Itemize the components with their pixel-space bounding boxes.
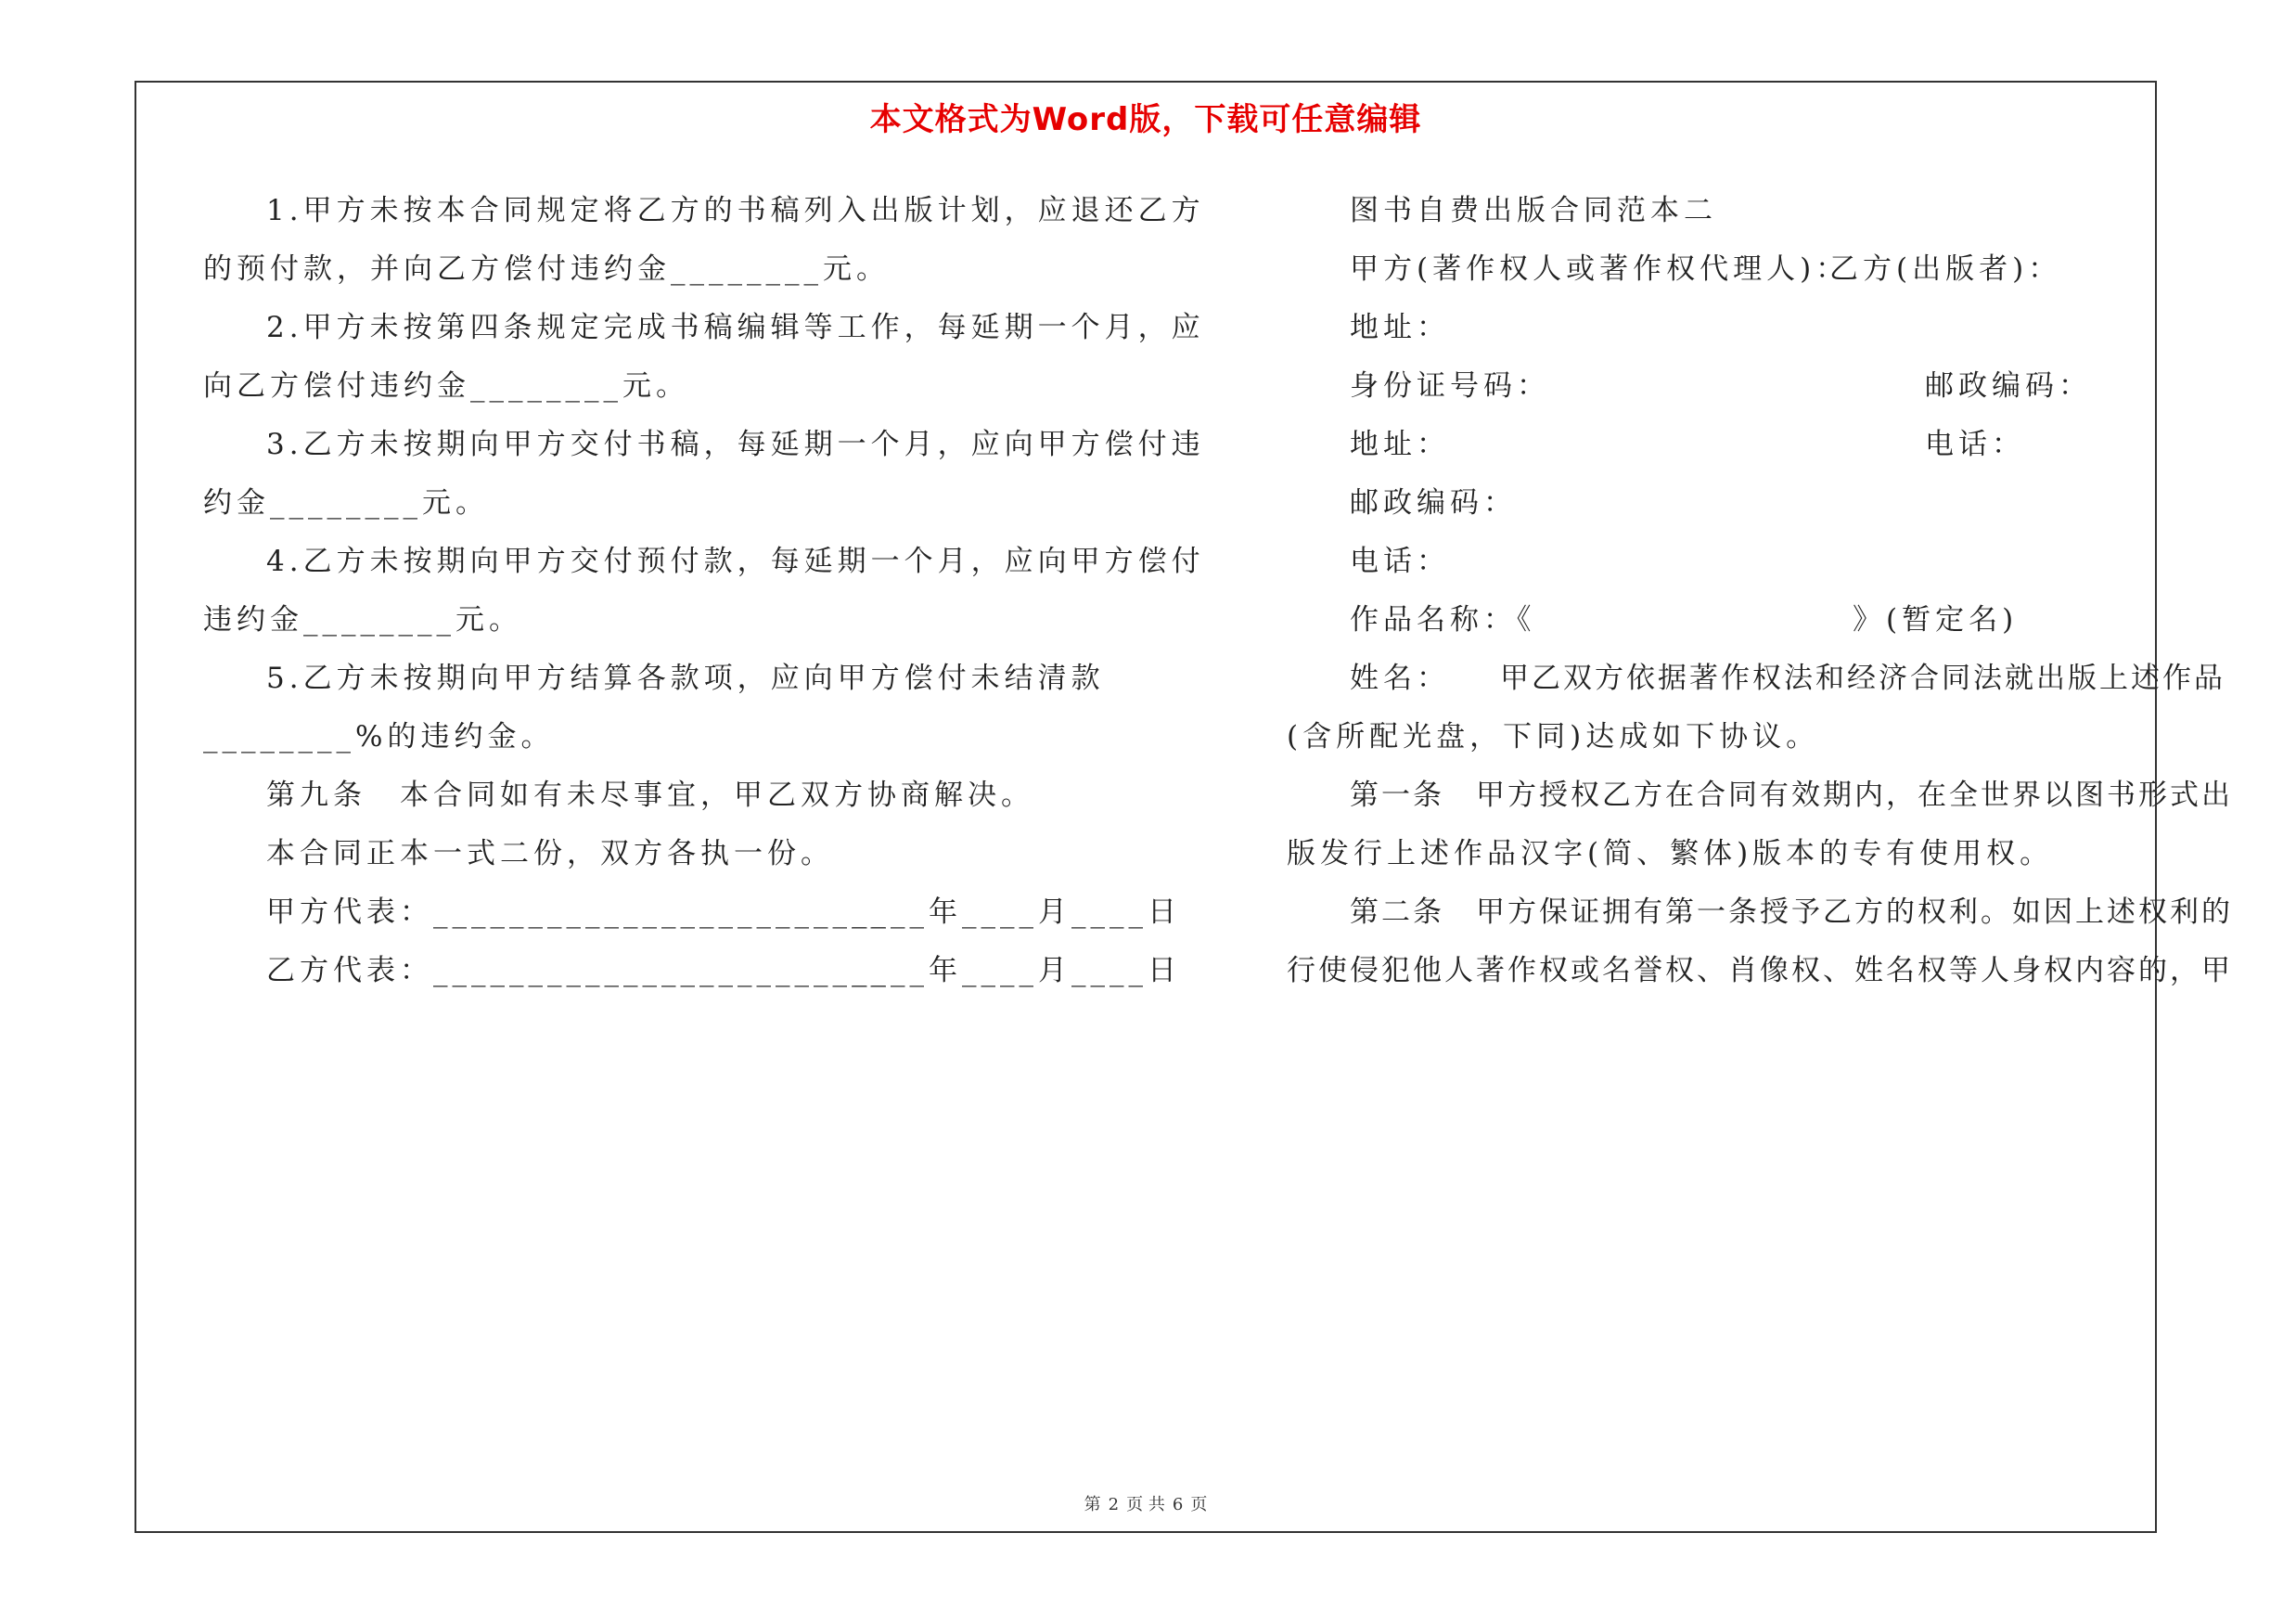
postal-code-label: 邮政编码： xyxy=(1925,369,2092,403)
paragraph-line: 约金________元。 xyxy=(203,486,489,520)
contract-title: 图书自费出版合同范本二 xyxy=(1350,194,1717,227)
page-number-suffix: 页 xyxy=(1190,1495,1208,1514)
party-b-signature: 乙方代表：________________________ xyxy=(266,954,890,987)
paragraph-line: 1.甲方未按本合同规定将乙方的书稿列入出版计划，应退还乙方 xyxy=(266,194,1205,227)
current-page: 2 xyxy=(1108,1495,1120,1514)
name-label: 姓名： xyxy=(1350,662,1450,695)
paragraph-line: ________%的违约金。 xyxy=(203,720,555,754)
paragraph-line: 2.甲方未按第四条规定完成书稿编辑等工作，每延期一个月，应 xyxy=(266,311,1205,344)
article-two: 第二条 甲方保证拥有第一条授予乙方的权利。如因上述权利的 xyxy=(1350,895,2233,929)
party-a-signature: 甲方代表：________________________ xyxy=(266,895,890,929)
address-label: 地址： xyxy=(1350,428,1450,461)
total-pages: 6 xyxy=(1172,1495,1184,1514)
paragraph-line: 版发行上述作品汉字(简、繁体)版本的专有使用权。 xyxy=(1287,837,2054,870)
page-number xyxy=(136,1491,2155,1515)
copies-statement: 本合同正本一式二份，双方各执一份。 xyxy=(266,837,834,870)
phone-label: 电话： xyxy=(1925,428,2025,461)
article-nine: 第九条 本合同如有未尽事宜，甲乙双方协商解决。 xyxy=(266,779,1034,812)
paragraph-line: 5.乙方未按期向甲方结算各款项，应向甲方偿付未结清款 xyxy=(266,662,1105,695)
paragraph-line: 3.乙方未按期向甲方交付书稿，每延期一个月，应向甲方偿付违 xyxy=(266,428,1205,461)
paragraph-line: 的预付款，并向乙方偿付违约金________元。 xyxy=(203,252,890,286)
page-number-prefix: 第 xyxy=(1084,1495,1101,1514)
work-title-label: 作品名称：《 xyxy=(1350,603,1536,637)
party-a-date: ____年____月____日 xyxy=(853,895,1181,929)
article-one: 第一条 甲方授权乙方在合同有效期内，在全世界以图书形式出 xyxy=(1350,779,2233,812)
party-b-label: 乙方(出版者)： xyxy=(1829,252,2062,286)
word-format-banner: 本文格式为Word版，下载可任意编辑 xyxy=(869,101,1422,138)
paragraph-line: (含所配光盘，下同)达成如下协议。 xyxy=(1287,720,1820,754)
party-b-date: ____年____月____日 xyxy=(853,954,1181,987)
paragraph-line: 行使侵犯他人著作权或名誉权、肖像权、姓名权等人身权内容的，甲 xyxy=(1287,954,2233,987)
phone-label: 电话： xyxy=(1350,545,1450,578)
address-label: 地址： xyxy=(1350,311,1450,344)
work-title-suffix: 》(暂定名) xyxy=(1853,603,2019,637)
paragraph-line: 违约金________元。 xyxy=(203,603,522,637)
paragraph-line: 4.乙方未按期向甲方交付预付款，每延期一个月，应向甲方偿付 xyxy=(266,545,1205,578)
postal-code-label: 邮政编码： xyxy=(1350,486,1517,520)
paragraph-line: 向乙方偿付违约金________元。 xyxy=(203,369,689,403)
page-number-middle: 页 共 xyxy=(1126,1495,1165,1514)
paragraph-line: 甲乙双方依据著作权法和经济合同法就出版上述作品 xyxy=(1500,662,2225,695)
document-page xyxy=(135,81,2233,1533)
party-a-label: 甲方(著作权人或著作权代理人)： xyxy=(1350,252,1850,286)
id-number-label: 身份证号码： xyxy=(1350,369,1550,403)
